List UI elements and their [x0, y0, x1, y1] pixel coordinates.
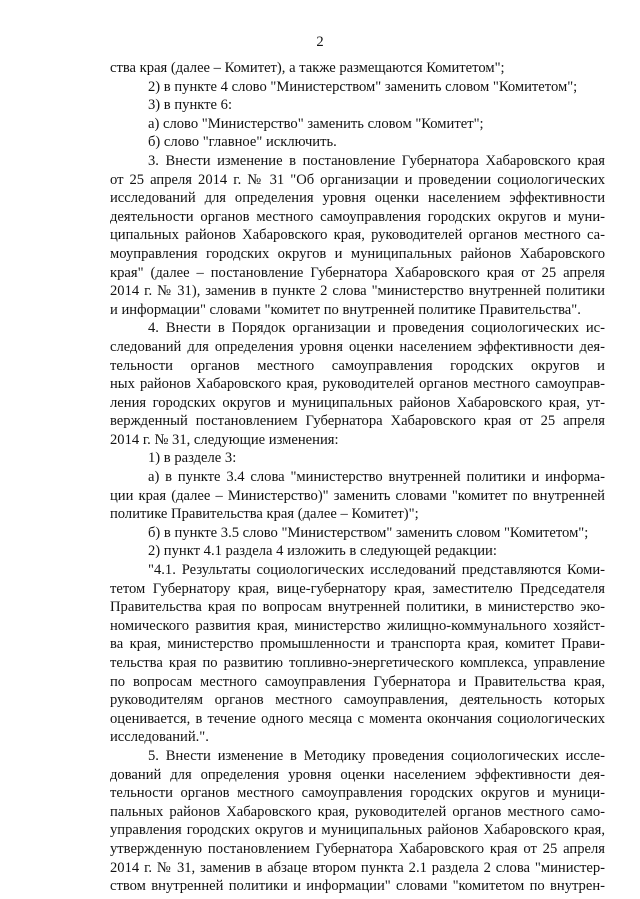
text-line: исследований.". — [110, 729, 209, 746]
text-line: управления городских округов и муниципальных районов Хабаровского края, — [110, 822, 605, 839]
text-line: 2014 г. № 31, следующие изменения: — [110, 431, 339, 448]
text-line: моуправления городских округов и муниципальных районов Хабаровского — [110, 245, 605, 262]
text-line: 2) пункт 4.1 раздела 4 изложить в следующей редакции: — [148, 543, 497, 560]
text-line: 5. Внести изменение в Методику проведения социологических иссле- — [148, 747, 605, 764]
text-line: 3. Внести изменение в постановление Губернатора Хабаровского края — [148, 152, 605, 169]
text-line: края" (далее – постановление Губернатора Хабаровского края от 25 апреля — [110, 264, 605, 281]
text-line: ции края (далее – Министерство)" заменить словами "комитет по внутренней — [110, 487, 605, 504]
text-line: тельства края по развитию топливно-энергетического комплекса, управление — [110, 655, 605, 671]
text-line: ством внутренней политики и информации" словами "комитетом по внутрен- — [110, 878, 605, 895]
text-line: ления городских округов и муниципальных районов Хабаровского края, ут- — [110, 394, 605, 411]
text-line: б) слово "главное" исключить. — [148, 134, 337, 151]
page-number: 2 — [316, 34, 324, 50]
text-line: 3) в пункте 6: — [148, 97, 233, 114]
text-line: ных районов Хабаровского края, руководителей органов местного самоуправ- — [110, 376, 605, 393]
text-line: тельности органов местного самоуправления городских округов и муници- — [110, 785, 605, 802]
text-line: вержденный постановлением Губернатора Хабаровского края от 25 апреля — [110, 413, 605, 430]
text-line: пальных районов Хабаровского края, руководителей органов местного само- — [110, 803, 605, 820]
text-line: а) в пункте 3.4 слова "министерство внутренней политики и информа- — [148, 469, 605, 486]
text-line: а) слово "Министерство" заменить словом "Комитет"; — [148, 115, 484, 132]
text-line: 2) в пункте 4 слово "Министерством" заменить словом "Комитетом"; — [148, 78, 578, 95]
text-line: утвержденную постановлением Губернатора Хабаровского края от 25 апреля — [110, 840, 605, 857]
text-line: дований для определения уровня оценки населением эффективности дея- — [110, 766, 605, 783]
text-line: 2014 г. № 31, заменив в абзаце втором пункта 2.1 раздела 2 слова "министер- — [110, 859, 605, 876]
text-line: деятельности органов местного самоуправления городских округов и муни- — [110, 208, 605, 225]
text-line: следований для определения уровня оценки населением эффективности дея- — [110, 338, 605, 355]
text-line: от 25 апреля 2014 г. № 31 "Об организации и проведении социологических — [110, 171, 605, 188]
text-line: оценивается, в течение одного месяца с момента окончания социологических — [110, 710, 605, 727]
text-line: ства края (далее – Комитет), а также размещаются Комитетом"; — [110, 60, 505, 76]
text-line: б) в пункте 3.5 слово "Министерством" заменить словом "Комитетом"; — [148, 524, 589, 541]
text-line: тельности органов местного самоуправления городских округов и — [110, 357, 605, 374]
text-line: исследований для определения уровня оценки населением эффективности — [110, 190, 605, 207]
text-line: и информации" словами "комитет по внутренней политике Правительства". — [110, 301, 581, 318]
text-line: ва края, министерство промышленности и транспорта края, комитет Прави- — [110, 636, 605, 653]
text-line: 1) в разделе 3: — [148, 450, 237, 467]
text-line: номического развития края, министерство жилищно-коммунального хозяйст- — [110, 617, 605, 634]
text-line: "4.1. Результаты социологических исследований представляются Коми- — [148, 562, 605, 579]
text-line: 2014 г. № 31), заменив в пункте 2 слова "министерство внутренней политики — [110, 283, 605, 300]
text-line: руководителям органов местного самоуправления, деятельность которых — [110, 692, 605, 709]
text-line: 4. Внести в Порядок организации и проведения социологических ис- — [148, 320, 605, 337]
text-line: Правительства края по вопросам внутренней политики, в министерство эко- — [110, 599, 605, 616]
text-line: тетом Губернатору края, вице-губернатору края, заместителю Председателя — [110, 580, 605, 597]
text-line: по вопросам местного самоуправления Губернатора и Правительства края, — [110, 673, 605, 690]
document-body — [110, 59, 605, 896]
text-line: политике Правительства края (далее – Комитет)"; — [110, 506, 419, 523]
text-line: ципальных районов Хабаровского края, руководителей органов местного са- — [110, 227, 605, 244]
